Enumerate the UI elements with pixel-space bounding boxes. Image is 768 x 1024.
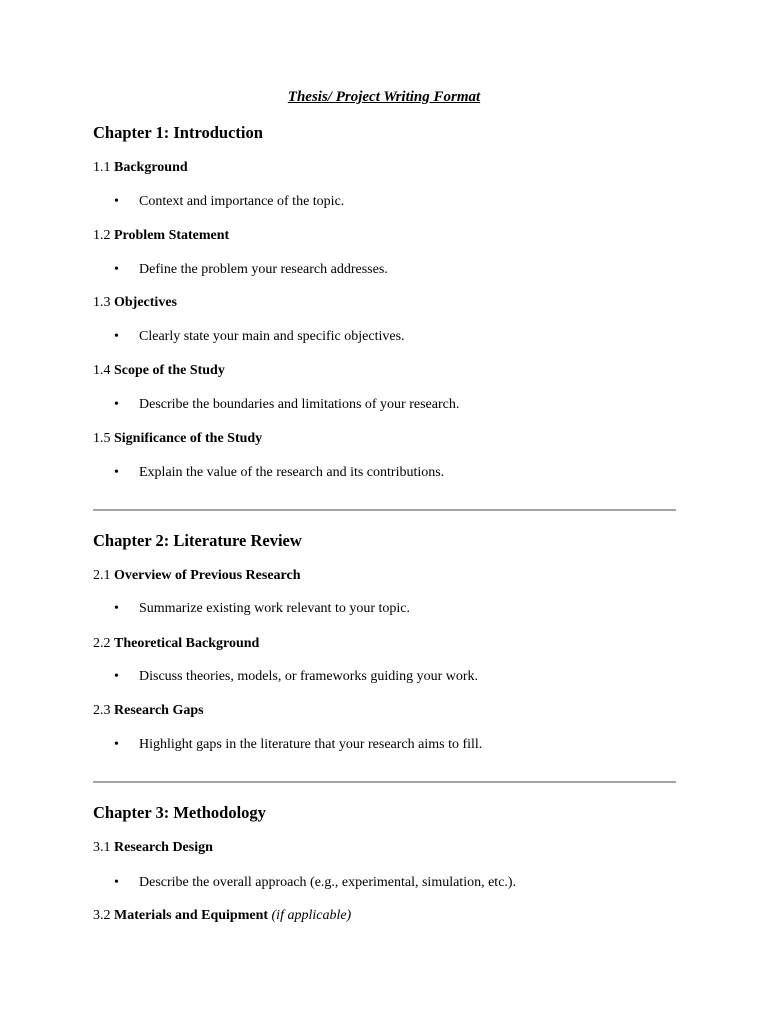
chapter-2-heading: Chapter 2: Literature Review: [93, 531, 302, 550]
section-number: 2.3: [93, 703, 111, 718]
bullet-text: Highlight gaps in the literature that your research aims to fill.: [139, 737, 483, 752]
bullet-item: [114, 396, 459, 413]
bullet-item: [114, 464, 444, 481]
bullet-item: [114, 668, 478, 685]
section-number: 1.2: [93, 228, 111, 243]
bullet-icon: •: [114, 669, 119, 684]
bullet-text: Context and importance of the topic.: [139, 194, 345, 209]
bullet-item: [114, 874, 516, 891]
section-number: 1.1: [93, 160, 111, 175]
section-1-5: [93, 430, 262, 447]
section-3-2: [93, 907, 351, 924]
section-number: 2.1: [93, 568, 111, 583]
bullet-item: [114, 328, 405, 345]
section-1-1: [93, 159, 188, 176]
bullet-item: [114, 261, 388, 278]
bullet-text: Define the problem your research addresses.: [139, 262, 388, 277]
section-number: 3.1: [93, 840, 111, 855]
section-number: 3.2: [93, 908, 111, 923]
section-number: 1.4: [93, 363, 111, 378]
section-number: 2.2: [93, 636, 111, 651]
section-label: Materials and Equipment: [114, 908, 269, 923]
bullet-text: Explain the value of the research and its contributions.: [139, 465, 445, 480]
bullet-text: Describe the boundaries and limitations of your research.: [139, 397, 460, 412]
section-label: Research Design: [114, 840, 213, 855]
bullet-icon: •: [114, 329, 119, 344]
section-label: Theoretical Background: [114, 636, 260, 651]
bullet-text: Describe the overall approach (e.g., experimental, simulation, etc.).: [139, 875, 517, 890]
bullet-icon: •: [114, 397, 119, 412]
bullet-item: [114, 600, 410, 617]
section-1-4: [93, 362, 225, 379]
bullet-icon: •: [114, 875, 119, 890]
bullet-item: [114, 193, 344, 210]
section-label: Background: [114, 160, 188, 175]
section-2-3: [93, 702, 204, 719]
chapter-1-heading: Chapter 1: Introduction: [93, 123, 263, 142]
bullet-icon: •: [114, 737, 119, 752]
bullet-icon: •: [114, 194, 119, 209]
section-1-2: [93, 227, 229, 244]
bullet-icon: •: [114, 262, 119, 277]
bullet-icon: •: [114, 601, 119, 616]
bullet-text: Discuss theories, models, or frameworks guiding your work.: [139, 669, 479, 684]
section-3-1: [93, 839, 213, 856]
section-number: 1.5: [93, 431, 111, 446]
bullet-text: Summarize existing work relevant to your topic.: [139, 601, 410, 616]
section-2-1: [93, 567, 301, 584]
chapter-3-heading: Chapter 3: Methodology: [93, 803, 266, 822]
bullet-icon: •: [114, 465, 119, 480]
section-note: (if applicable): [271, 908, 352, 923]
section-number: 1.3: [93, 295, 111, 310]
section-label: Objectives: [114, 295, 177, 310]
document-title: Thesis/ Project Writing Format: [287, 89, 481, 105]
section-label: Significance of the Study: [114, 431, 263, 446]
section-label: Problem Statement: [114, 228, 230, 243]
section-label: Research Gaps: [114, 703, 204, 718]
section-label: Scope of the Study: [114, 363, 225, 378]
bullet-text: Clearly state your main and specific objectives.: [139, 329, 405, 344]
bullet-item: [114, 736, 482, 753]
section-2-2: [93, 635, 259, 652]
horizontal-divider: [93, 509, 676, 511]
section-1-3: [93, 294, 177, 311]
section-label: Overview of Previous Research: [114, 568, 301, 583]
horizontal-divider: [93, 781, 676, 783]
